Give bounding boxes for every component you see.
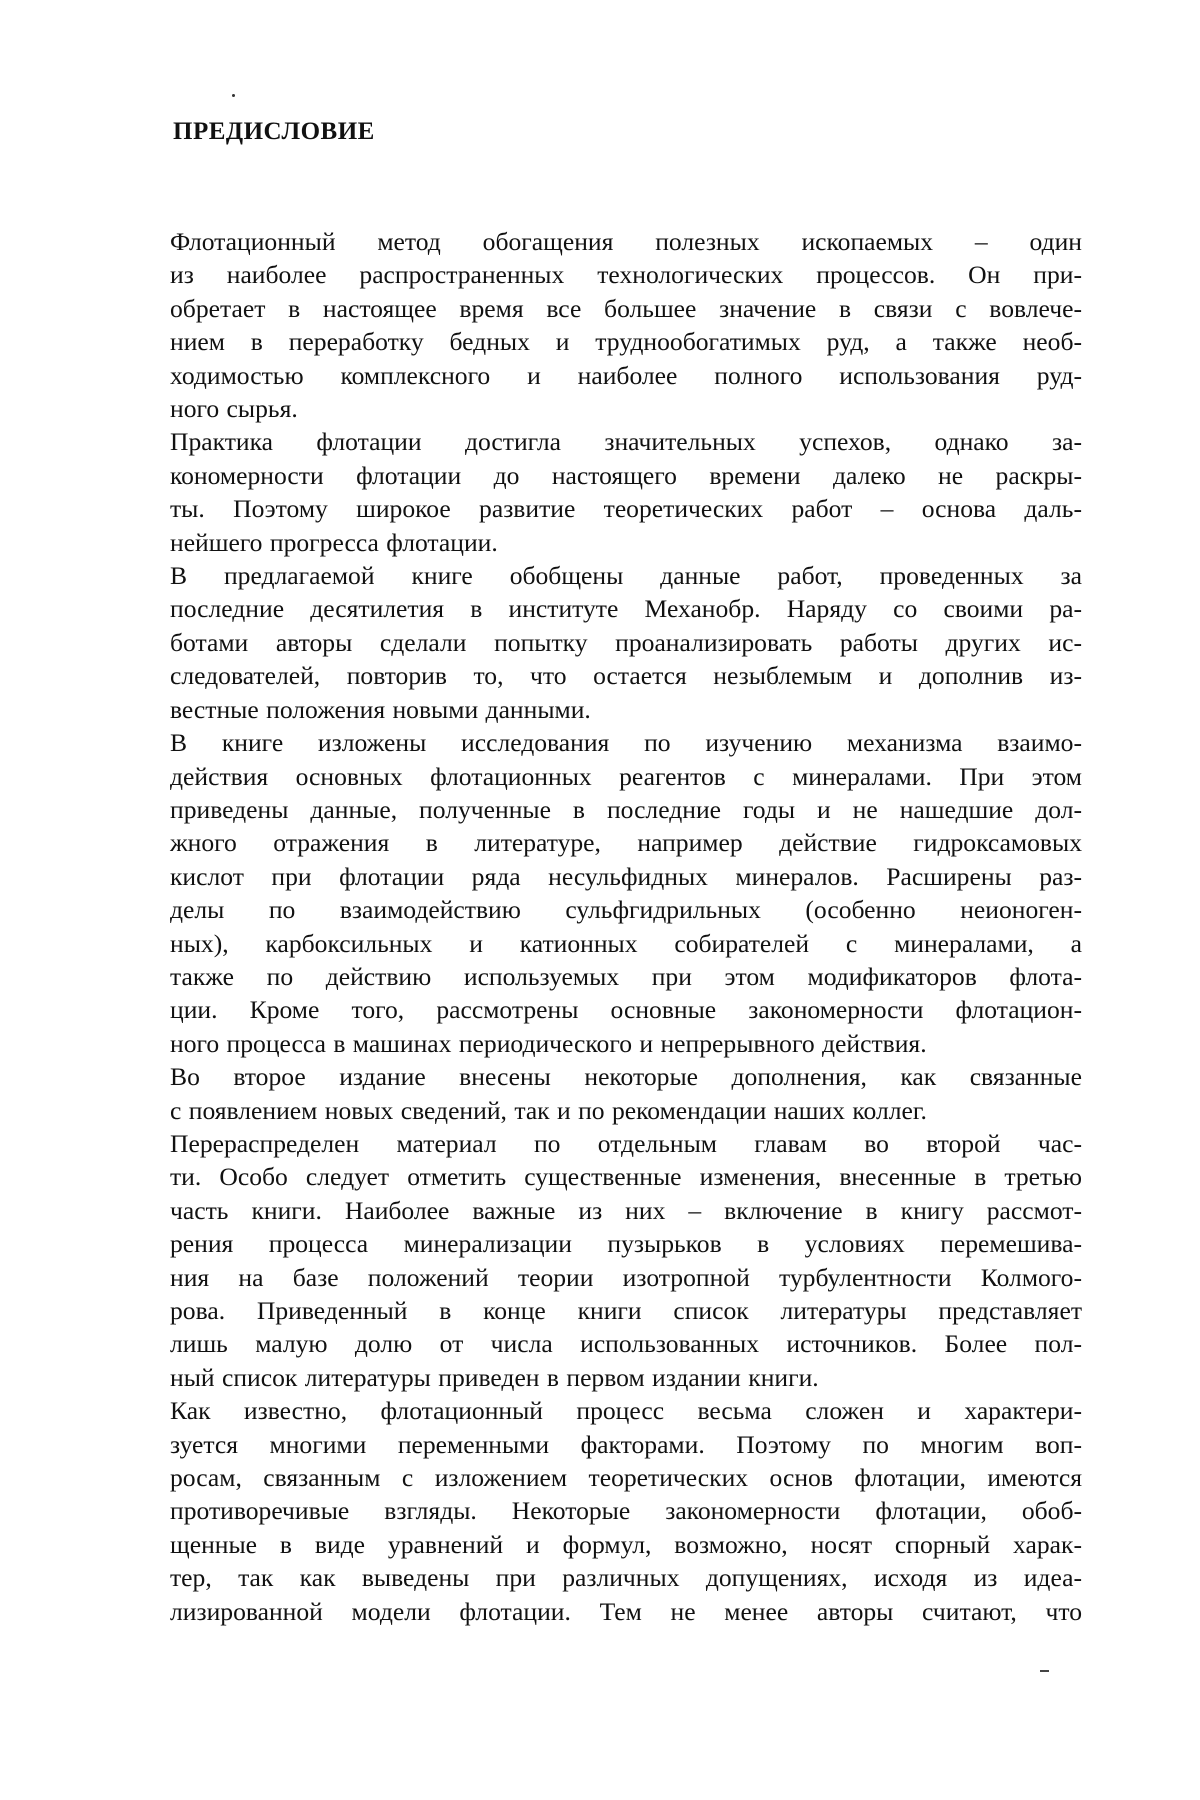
text-line: ного процесса в машинах периодического и непрерывного действия. xyxy=(170,1027,1082,1060)
scan-speck xyxy=(232,94,235,97)
text-line: жного отражения в литературе, например действие гидроксамовых xyxy=(170,826,1082,859)
text-line: из наиболее распространенных технологических процессов. Он при- xyxy=(170,258,1082,291)
document-page xyxy=(0,0,1200,1800)
text-line: щенные в виде уравнений и формул, возможно, носят спорный харак- xyxy=(170,1528,1082,1561)
text-line: обретает в настоящее время все большее значение в связи с вовлече- xyxy=(170,292,1082,325)
text-line: кономерности флотации до настоящего времени далеко не раскры- xyxy=(170,459,1082,492)
text-line: с появлением новых сведений, так и по рекомендации наших коллег. xyxy=(170,1094,1082,1127)
text-line: кислот при флотации ряда несульфидных минералов. Расширены раз- xyxy=(170,860,1082,893)
text-line: противоречивые взгляды. Некоторые закономерности флотации, обоб- xyxy=(170,1494,1082,1527)
text-line: ходимостью комплексного и наиболее полного использования руд- xyxy=(170,359,1082,392)
text-line: вестные положения новыми данными. xyxy=(170,693,1082,726)
text-line: ции. Кроме того, рассмотрены основные закономерности флотацион- xyxy=(170,993,1082,1026)
text-line: рова. Приведенный в конце книги список литературы представляет xyxy=(170,1294,1082,1327)
text-line: нием в переработку бедных и труднообогатимых руд, а также необ- xyxy=(170,325,1082,358)
text-line: следователей, повторив то, что остается незыблемым и дополнив из- xyxy=(170,659,1082,692)
text-line: ти. Особо следует отметить существенные изменения, внесенные в третью xyxy=(170,1160,1082,1193)
preface-body xyxy=(170,225,1082,1628)
paragraph xyxy=(170,726,1082,1060)
text-line: росам, связанным с изложением теоретических основ флотации, имеются xyxy=(170,1461,1082,1494)
text-line: ных), карбоксильных и катионных собирателей с минералами, а xyxy=(170,927,1082,960)
text-line: делы по взаимодействию сульфгидрильных (особенно неионоген- xyxy=(170,893,1082,926)
text-line: Флотационный метод обогащения полезных ископаемых – один xyxy=(170,225,1082,258)
text-line: ботами авторы сделали попытку проанализировать работы других ис- xyxy=(170,626,1082,659)
paragraph xyxy=(170,559,1082,726)
paragraph xyxy=(170,1127,1082,1394)
text-line: Перераспределен материал по отдельным главам во второй час- xyxy=(170,1127,1082,1160)
text-line: ты. Поэтому широкое развитие теоретических работ – основа даль- xyxy=(170,492,1082,525)
text-line: Как известно, флотационный процесс весьма сложен и характери- xyxy=(170,1394,1082,1427)
text-line: лизированной модели флотации. Тем не менее авторы считают, что xyxy=(170,1595,1082,1628)
paragraph xyxy=(170,1394,1082,1628)
text-line: лишь малую долю от числа использованных источников. Более пол- xyxy=(170,1327,1082,1360)
text-line: Практика флотации достигла значительных успехов, однако за- xyxy=(170,425,1082,458)
text-line: В книге изложены исследования по изучению механизма взаимо- xyxy=(170,726,1082,759)
text-line: Во второе издание внесены некоторые дополнения, как связанные xyxy=(170,1060,1082,1093)
paragraph xyxy=(170,1060,1082,1127)
text-line: ный список литературы приведен в первом издании книги. xyxy=(170,1361,1082,1394)
text-line: последние десятилетия в институте Механобр. Наряду со своими ра- xyxy=(170,592,1082,625)
text-line: ного сырья. xyxy=(170,392,1082,425)
paragraph xyxy=(170,425,1082,559)
text-line: рения процесса минерализации пузырьков в условиях перемешива- xyxy=(170,1227,1082,1260)
scan-dash xyxy=(1040,1670,1049,1672)
page-title: ПРЕДИСЛОВИЕ xyxy=(173,118,375,146)
text-line: тер, так как выведены при различных допущениях, исходя из идеа- xyxy=(170,1561,1082,1594)
text-line: приведены данные, полученные в последние годы и не нашедшие дол- xyxy=(170,793,1082,826)
text-line: В предлагаемой книге обобщены данные работ, проведенных за xyxy=(170,559,1082,592)
text-line: зуется многими переменными факторами. Поэтому по многим воп- xyxy=(170,1428,1082,1461)
text-line: действия основных флотационных реагентов с минералами. При этом xyxy=(170,760,1082,793)
text-line: также по действию используемых при этом модификаторов флота- xyxy=(170,960,1082,993)
text-line: ния на базе положений теории изотропной турбулентности Колмого- xyxy=(170,1261,1082,1294)
text-line: нейшего прогресса флотации. xyxy=(170,526,1082,559)
paragraph xyxy=(170,225,1082,425)
text-line: часть книги. Наиболее важные из них – включение в книгу рассмот- xyxy=(170,1194,1082,1227)
